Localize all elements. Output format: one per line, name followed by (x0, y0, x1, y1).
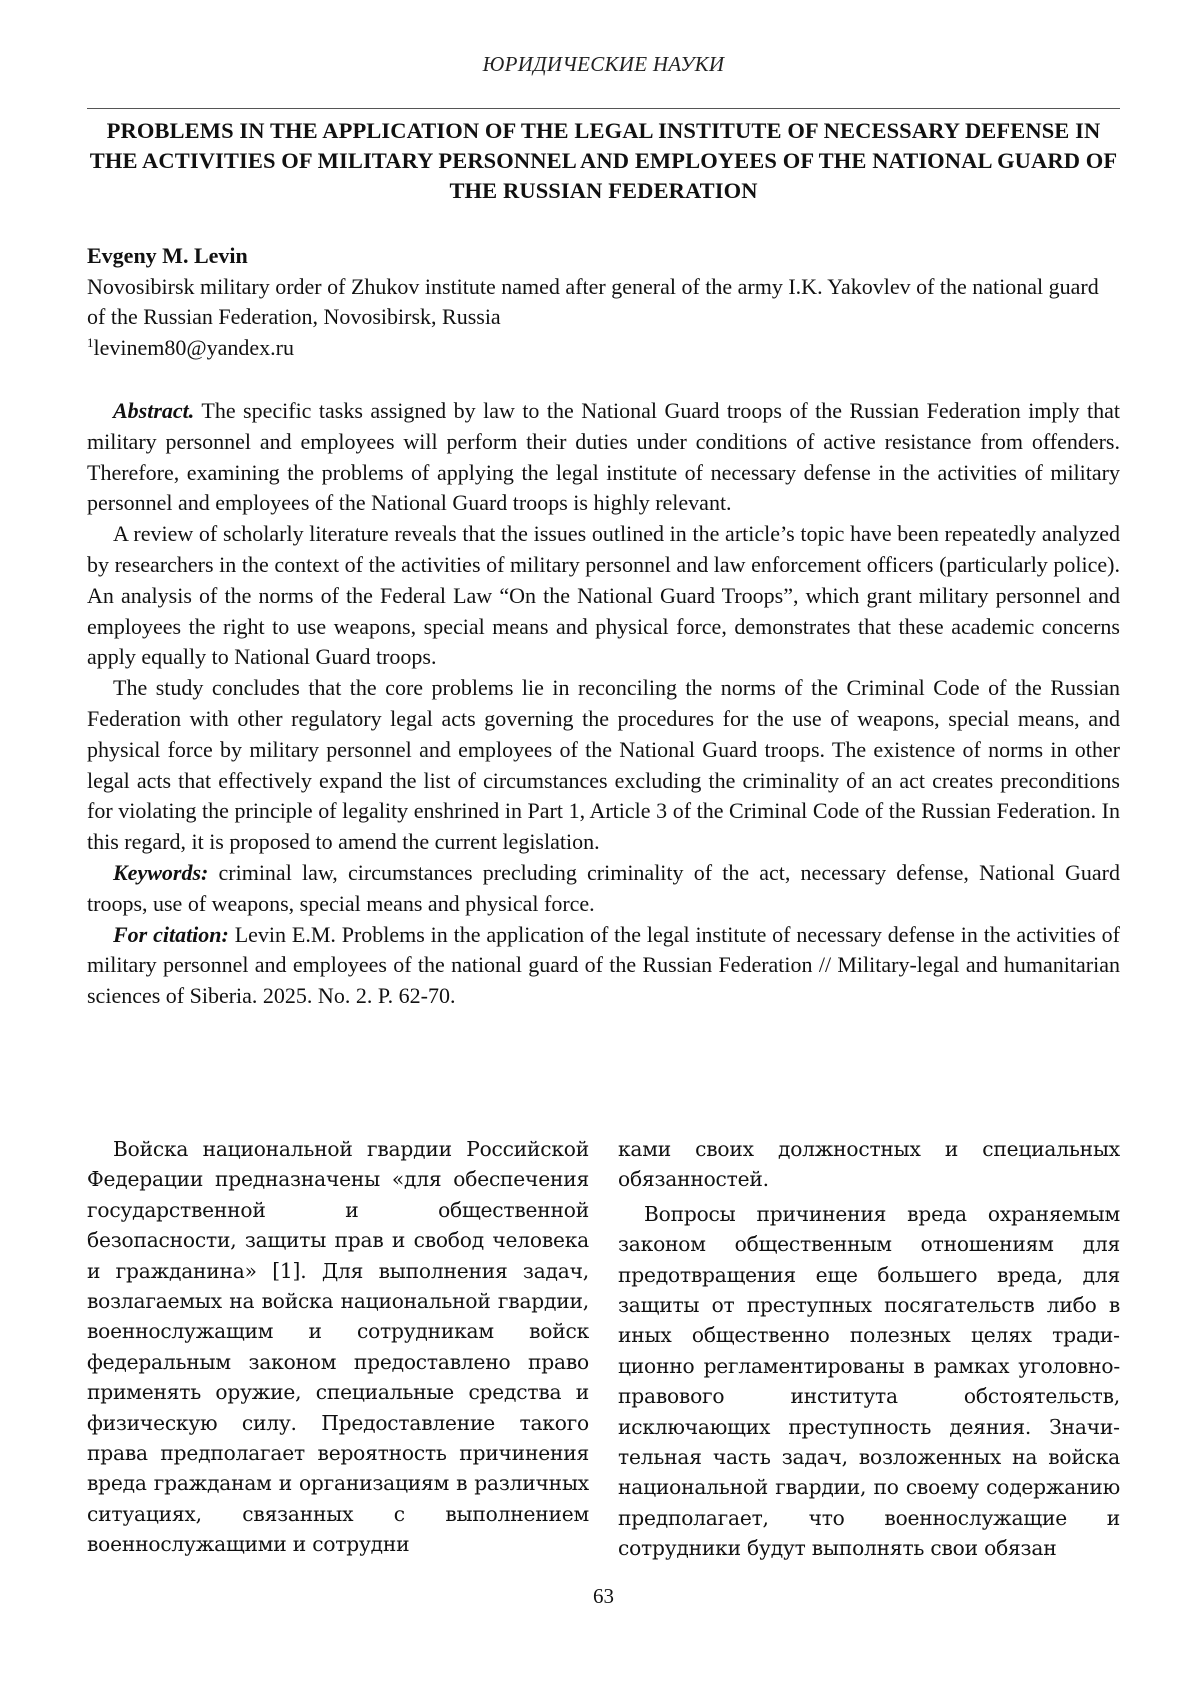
body-paragraph-continued: ками своих должностных и специальных обязанностей. (618, 1137, 1120, 1192)
body-columns (87, 1134, 1120, 1564)
author-email-line (87, 333, 1120, 364)
right-column (618, 1134, 1120, 1564)
abstract-label: Abstract. (113, 398, 195, 423)
email-footnote-marker: 1 (87, 334, 94, 350)
abstract-paragraph: A review of scholarly literature reveals that the issues outlined in the article’s topic have been repeatedly analyzed by researchers in the context of the activities of military personnel and law enforcement officers (particularly police). An analysis of the norms of the Federal Law “On the National Guard Troops”, which grant military personnel and employees the right to use weapons, special means and physical force, demonstrates that these academic concerns apply equally to National Guard troops. (87, 521, 1120, 670)
keywords-label: Keywords: (113, 859, 209, 885)
abstract-text: The specific tasks assigned by law to the National Guard troops of the Russian Federation imply that military personnel and employees will perform their duties under conditions of active resistance from offenders. Therefore, examining the problems of applying the legal institute of necessary defense in the activities of military personnel and employees of the National Guard troops is highly relevant. (87, 398, 1120, 516)
keywords-paragraph (87, 858, 1120, 920)
author-email[interactable]: levinem80@yandex.ru (93, 334, 294, 360)
article-title: PROBLEMS IN THE APPLICATION OF THE LEGAL INSTITUTE OF NECESSARY DEFENSE IN THE ACTIVITIES OF MILITARY PERSONNEL AND EMPLOYEES OF THE NATIONAL GUARD OF THE RUSSIAN FEDERATION (89, 118, 1118, 203)
running-head: ЮРИДИЧЕСКИЕ НАУКИ (482, 52, 725, 76)
body-paragraph: Вопросы причинения вреда охраняемым законом общественным отношениям для предотвращения еще большего вреда, для защиты от преступных посягательств либо в иных общественно полезных целях традиционно регламентированы в рамках уголовно-правового института обстоятельств, исключающих преступность деяния. Значительная часть задач, возложенных на войска национальной гвардии, по своему содержанию предполагает, что военнослужащие и сотрудники будут выполнять свои обязан (618, 1201, 1120, 1561)
citation-text: Levin E.M. Problems in the application of the legal institute of necessary defense in the activities of military personnel and employees of the national guard of the Russian Federation // Military-legal and humanitarian sciences of Siberia. 2025. No. 2. P. 62-70. (87, 921, 1120, 1009)
page-number: 63 (593, 1584, 614, 1608)
abstract-paragraph: The study concludes that the core problems lie in reconciling the norms of the Criminal Code of the Russian Federation with other regulatory legal acts governing the procedures for the use of weapons, special means, and physical force by military personnel and employees of the National Guard troops. The existence of norms in other legal acts that effectively expand the list of circumstances excluding the criminality of an act creates preconditions for violating the principle of legality enshrined in Part 1, Article 3 of the Criminal Code of the Russian Federation. In this regard, it is proposed to amend the current legislation. (87, 675, 1120, 855)
citation-paragraph (87, 920, 1120, 1012)
body-paragraph: Войска национальной гвардии Российской Федерации предназначены «для обеспечения государственной и общественной безопасности, защиты прав и свобод человека и гражданина» [1]. Для выполнения задач, возлагаемых на войска национальной гвардии, военнослужащим и сотрудникам войск федеральным законом предоставлено право применять оружие, специальные средства и физическую силу. Предоставление такого права предполагает вероятность причинения вреда гражданам и организациям в различных ситуациях, связанных с выполнением военнослужащими и сотрудни (87, 1137, 589, 1557)
left-column (87, 1134, 589, 1564)
keywords-text: criminal law, circumstances precluding criminality of the act, necessary defense, National Guard troops, use of weapons, special means and physical force. (87, 859, 1120, 916)
author-name: Evgeny M. Levin (87, 243, 248, 268)
abstract-section (87, 396, 1120, 1012)
author-affiliation: Novosibirsk military order of Zhukov institute named after general of the army I.K. Yakovlev of the national guard of the Russian Federation, Novosibirsk, Russia (87, 273, 1099, 329)
header-divider (87, 108, 1120, 109)
author-block (87, 241, 1120, 363)
citation-label: For citation: (113, 921, 229, 947)
abstract-paragraph (87, 396, 1120, 519)
